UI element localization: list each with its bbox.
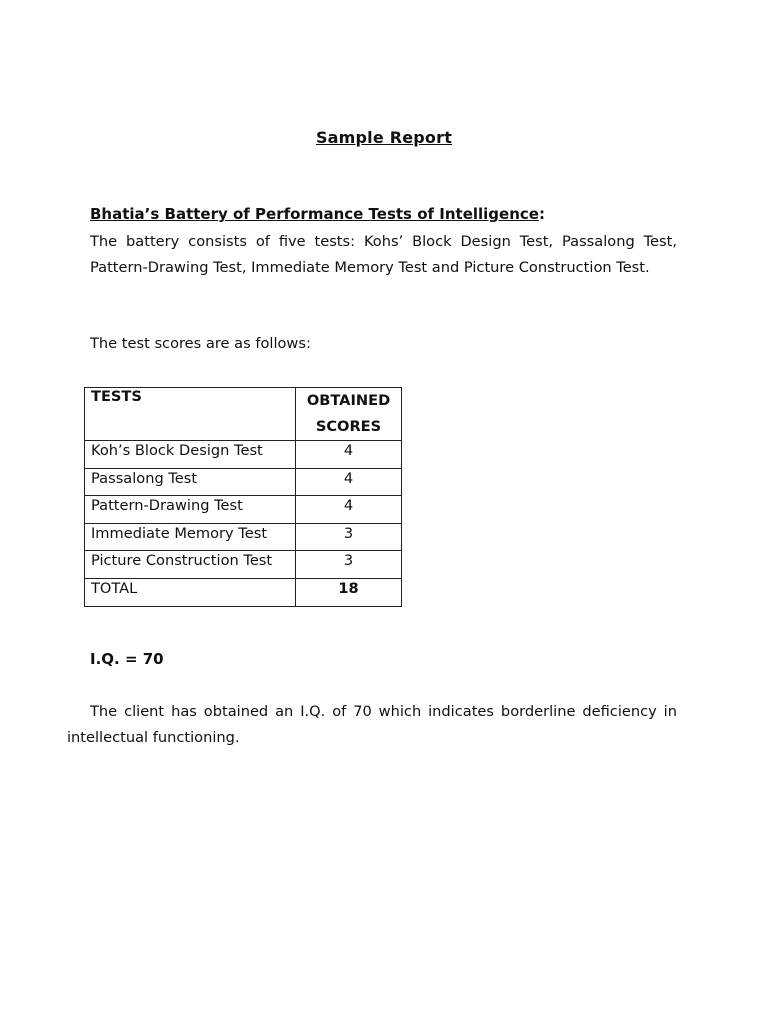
test-name-cell: Koh’s Block Design Test [85, 441, 296, 469]
total-label-cell: TOTAL [85, 578, 296, 606]
battery-heading-text: Bhatia’s Battery of Performance Tests of Intelligence [90, 205, 539, 223]
test-name-cell: Picture Construction Test [85, 551, 296, 579]
score-cell: 4 [296, 496, 402, 524]
score-cell: 4 [296, 441, 402, 469]
table-header-row [85, 388, 402, 441]
table-row [85, 441, 402, 469]
header-obtained-line2: SCORES [315, 418, 382, 435]
total-score-cell: 18 [296, 578, 402, 606]
scores-intro: The test scores are as follows: [90, 335, 311, 352]
table-row [85, 523, 402, 551]
intro-paragraph: The battery consists of five tests: Kohs’ Block Design Test, Passalong Test, Pattern-Drawing Test, Immediate Memory Test and Picture Construction Test. [90, 233, 677, 276]
test-name-cell: Immediate Memory Test [85, 523, 296, 551]
score-cell: 4 [296, 468, 402, 496]
header-tests: TESTS [85, 388, 296, 441]
table-row [85, 496, 402, 524]
battery-heading [90, 205, 545, 223]
header-obtained-line1: OBTAINED [306, 392, 391, 409]
test-name-cell: Pattern-Drawing Test [85, 496, 296, 524]
table-row [85, 468, 402, 496]
table-row [85, 551, 402, 579]
score-cell: 3 [296, 523, 402, 551]
test-name-cell: Passalong Test [85, 468, 296, 496]
report-title: Sample Report [315, 128, 453, 147]
score-cell: 3 [296, 551, 402, 579]
header-obtained-scores [296, 388, 402, 441]
table-total-row [85, 578, 402, 606]
conclusion-paragraph: The client has obtained an I.Q. of 70 which indicates borderline deficiency in intellectual functioning. [67, 703, 677, 746]
battery-heading-colon: : [538, 205, 545, 223]
iq-result: I.Q. = 70 [90, 650, 164, 668]
scores-table [84, 387, 402, 607]
